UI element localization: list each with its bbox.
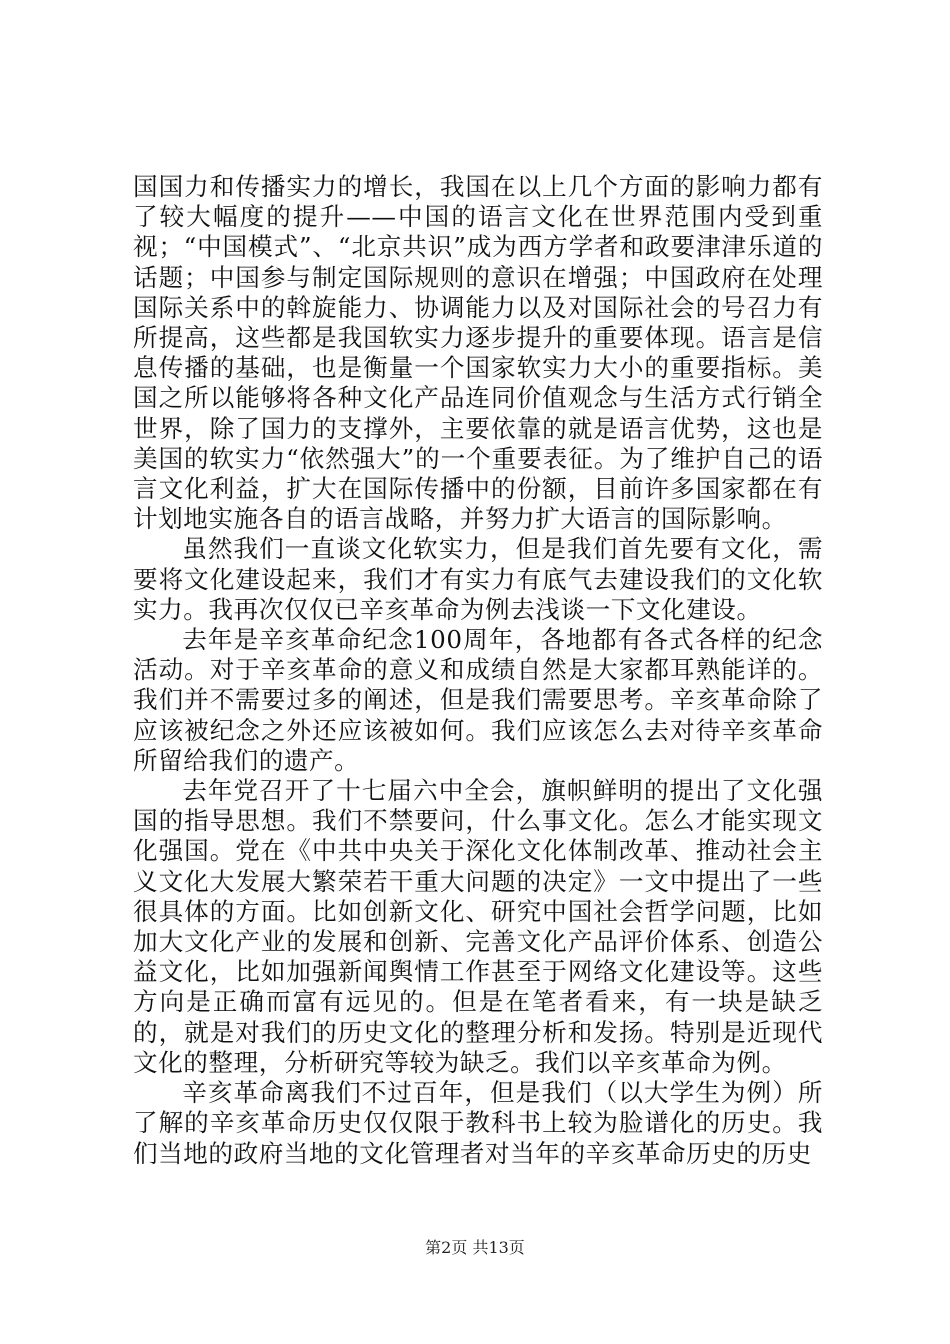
- paragraph-sixth-plenum: 去年党召开了十七届六中全会，旗帜鲜明的提出了文化强国的指导思想。我们不禁要问，什么事文化。怎么才能实现文化强国。党在《中共中央关于深化文化体制改革、推动社会主义文化大发展大繁荣若干重大问题的决定》一文中提出了一些很具体的方面。比如创新文化、研究中国社会哲学问题，比如加大文化产业的发展和创新、完善文化产品评价体系、创造公益文化，比如加强新闻舆情工作甚至于网络文化建设等。这些方向是正确而富有远见的。但是在笔者看来，有一块是缺乏的，就是对我们的历史文化的整理分析和发扬。特别是近现代文化的整理，分析研究等较为缺乏。我们以辛亥革命为例。: [133, 776, 823, 1077]
- paragraph-continuation: 国国力和传播实力的增长，我国在以上几个方面的影响力都有了较大幅度的提升——中国的语言文化在世界范围内受到重视；“中国模式”、“北京共识”成为西方学者和政要津津乐道的话题；中国参与制定国际规则的意识在增强；中国政府在处理国际关系中的斡旋能力、协调能力以及对国际社会的号召力有所提高，这些都是我国软实力逐步提升的重要体现。语言是信息传播的基础，也是衡量一个国家软实力大小的重要指标。美国之所以能够将各种文化产品连同价值观念与生活方式行销全世界，除了国力的支撑外，主要依靠的就是语言优势，这也是美国的软实力“依然强大”的一个重要表征。为了维护自己的语言文化利益，扩大在国际传播中的份额，目前许多国家都在有计划地实施各自的语言战略，并努力扩大语言的国际影响。: [133, 172, 823, 534]
- paragraph-xinhai-history: 辛亥革命离我们不过百年，但是我们（以大学生为例）所了解的辛亥革命历史仅仅限于教科书上较为脸谱化的历史。我们当地的政府当地的文化管理者对当年的辛亥革命历史的历史: [133, 1078, 823, 1168]
- page-number-footer: 第2页 共13页: [425, 1238, 525, 1257]
- document-body: [133, 172, 823, 1169]
- paragraph-culture-building: 虽然我们一直谈文化软实力，但是我们首先要有文化，需要将文化建设起来，我们才有实力有底气去建设我们的文化软实力。我再次仅仅已辛亥革命为例去浅谈一下文化建设。: [133, 534, 823, 624]
- paragraph-xinhai-centenary: 去年是辛亥革命纪念100周年，各地都有各式各样的纪念活动。对于辛亥革命的意义和成绩自然是大家都耳熟能详的。我们并不需要过多的阐述，但是我们需要思考。辛亥革命除了应该被纪念之外还应该被如何。我们应该怎么去对待辛亥革命所留给我们的遗产。: [133, 625, 823, 775]
